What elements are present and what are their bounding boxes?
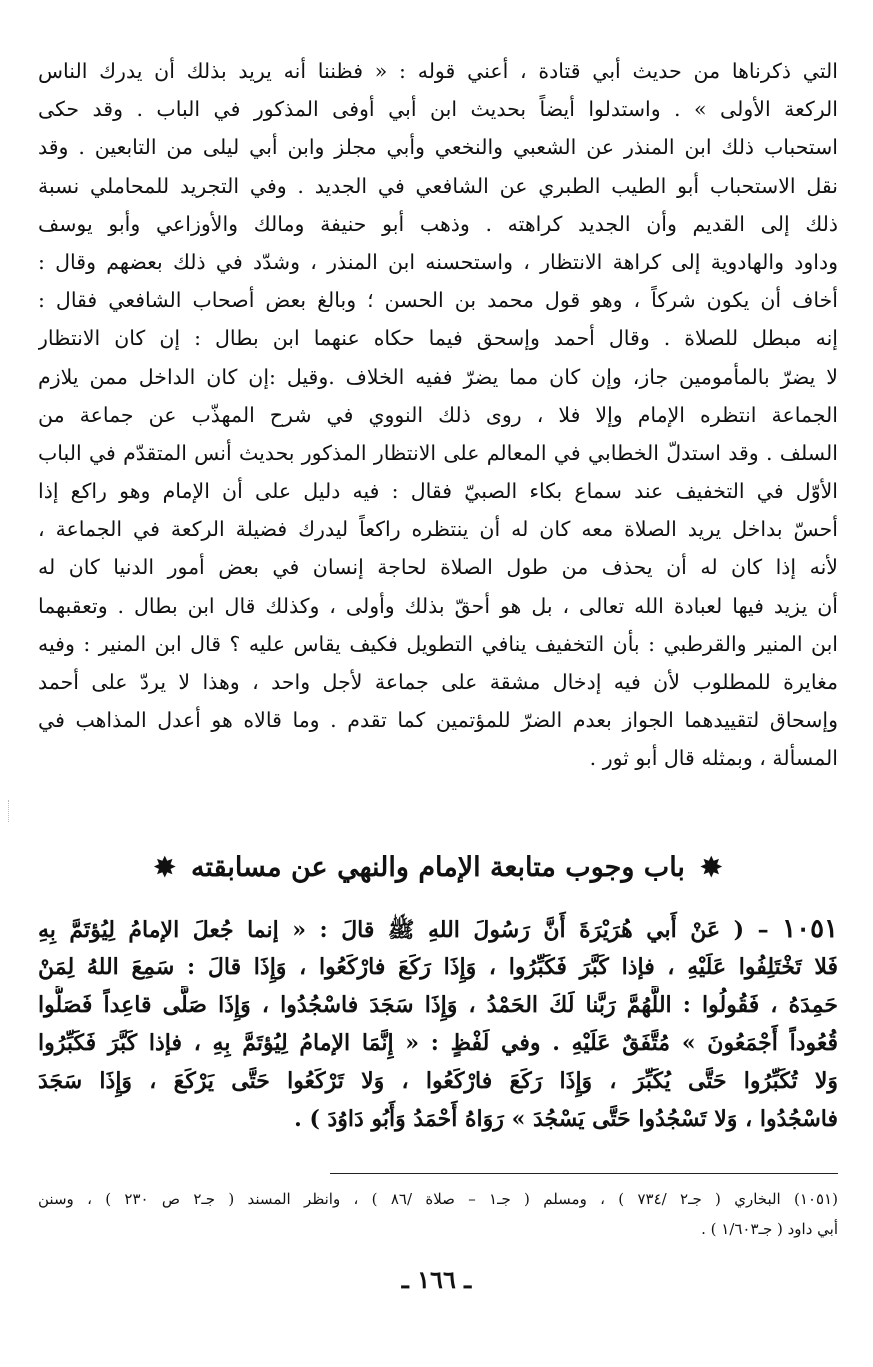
section-heading [38,848,838,888]
text-line: أن يزيد فيها لعبادة الله تعالى ، بل هو أحقّ بذلك وأولى ، وكذلك قال ابن بطال . وتعقبهما [38,593,838,618]
footnotes-block [38,1184,838,1244]
text-line: وداود والهادوية إلى كراهة الانتظار ، واستحسنه ابن المنذر ، وشدّد في ذلك بعضهم وقال : [38,249,838,274]
text-line: أخاف أن يكون شركاً ، وهو قول محمد بن الحسن ؛ وبالغ بعض أصحاب الشافعي فقال : [38,288,838,313]
text-line: الجماعة انتظره الإمام وإلا فلا ، روى ذلك النووي في شرح المهذّب عن جماعة من [38,402,838,427]
text-line: الأوّل في التخفيف عند سماع بكاء الصبيّ فقال : فيه دليل على أن الإمام وهو راكع إذا [38,479,838,504]
page-number: ـ ١٦٦ ـ [401,1265,472,1294]
text-line: المسألة ، وبمثله قال أبو ثور . [589,746,838,771]
hadith-line [38,910,838,948]
hadith-line: فاسْجُدُوا ، وَلا تَسْجُدُوا حَتَّى يَسْجُدَ » رَوَاهُ أَحْمَدُ وَأَبُو دَاوُدَ ) . [294,1106,838,1132]
footnote-line: أبي داود ( جـ١/٦٠٣ ) . [701,1220,838,1238]
text-line: لأنه إذا كان له أن يحذف من طول الصلاة لحاجة إنسان في بعض أمور الدنيا كان له [38,555,838,580]
text-line: استحباب ذلك ابن المنذر عن الشعبي والنخعي وأبي مجلز وابن أبي ليلى من التابعين . وقد [38,135,838,160]
text-line: التي ذكرناها من حديث أبي قتادة ، أعني قوله : « فظننا أنه يريد بذلك أن يدرك الناس [38,59,838,83]
text-line: وإسحاق لتقييدهما الجواز بعدم الضرّ للمؤتمين كما تقدم . وما قالاه هو أعدل المذاهب في [38,708,838,733]
hadith-line: حَمِدَهُ ، فَقُولُوا : اللَّهُمَّ رَبَّنا لَكَ الحَمْدُ ، وَإِذَا سَجَدَ فاسْجُدُوا ، وَإِذَا صَلَّى قاعِداً فَصَلُّوا [38,992,838,1018]
hadith-line-text: – ( عَنْ أَبي هُرَيْرَةَ أَنَّ رَسُولَ اللهِ ﷺ قالَ : « إنما جُعلَ الإمامُ لِيُؤتَمَّ بِهِ [38,917,769,943]
text-line: نقل الاستحباب أبو الطيب الطبري عن الشافعي في الجديد . وفي التجريد للمحاملي نسبة [38,173,838,198]
asterism-ornament-icon: ✸ [700,853,723,883]
hadith-line: فَلا تَخْتَلِفُوا عَلَيْهِ ، فإذا كَبَّرَ فَكَبِّرُوا ، وَإِذَا رَكَعَ فارْكَعُوا ، وَإِذَا قالَ : سَمِعَ اللهُ لِمَنْ [38,954,838,980]
text-line: لا يضرّ بالمأمومين جاز، وإن كان مما يضرّ ففيه الخلاف .وقيل :إن كان الداخل ممن يلازم [38,364,838,389]
footnote-divider [330,1173,838,1174]
margin-mark [8,800,12,822]
text-line: مغايرة للمطلوب لأن فيه إدخال مشقة على جماعة لأجل واحد ، وهذا لا يردّ على أحمد [38,670,838,694]
hadith-line: وَلا تُكَبِّرُوا حَتَّى يُكَبِّرَ ، وَإِذَا رَكَعَ فارْكَعُوا ، وَلا تَرْكَعُوا حَتَّى يَرْكَعَ ، وَإِذَا سَجَدَ [38,1068,838,1094]
text-line: السلف . وقد استدلّ الخطابي في المعالم على الانتظار المذكور بحديث أنس المتقدّم في الباب [38,440,838,465]
hadith-line: قُعُوداً أَجْمَعُونَ » مُتَّفَقٌ عَلَيْهِ . وفي لَفْظٍ : « إِنَّمَا الإمامُ لِيُؤتَمَّ بِهِ ، فإذا كَبَّرَ فَكَبِّرُوا [38,1030,838,1056]
asterism-ornament-icon: ✸ [153,853,176,883]
text-line: إنه مبطل للصلاة . وقال أحمد وإسحق فيما حكاه عنهما ابن بطال : إن كان الانتظار [38,326,838,351]
section-heading-text: باب وجوب متابعة الإمام والنهي عن مسابقته [191,852,685,883]
footnote-line: (١٠٥١) البخاري ( جـ٢ /٧٣٤ ) ، ومسلم ( جـ١ – صلاة /٨٦ ) ، وانظر المسند ( جـ٢ ص ٢٣٠ ) ، وسنن [38,1190,838,1208]
text-line: ابن المنير والقرطبي : بأن التخفيف ينافي التطويل فكيف يقاس عليه ؟ قال ابن المنير : وفيه [38,631,838,656]
text-line: ذلك إلى القديم وأن الجديد كراهته . وذهب أبو حنيفة ومالك والأوزاعي وأبو يوسف [38,211,838,236]
text-line: أحسّ بداخل يريد الصلاة معه كان له أن ينتظره راكعاً ليدرك فضيلة الركعة في الجماعة ، [38,517,838,542]
main-text-block [38,52,838,778]
hadith-block [38,910,838,1138]
text-line: الركعة الأولى » . واستدلوا أيضاً بحديث ابن أبي أوفى المذكور في الباب . وقد حكى [38,97,838,122]
hadith-number: ١٠٥١ [782,914,838,944]
